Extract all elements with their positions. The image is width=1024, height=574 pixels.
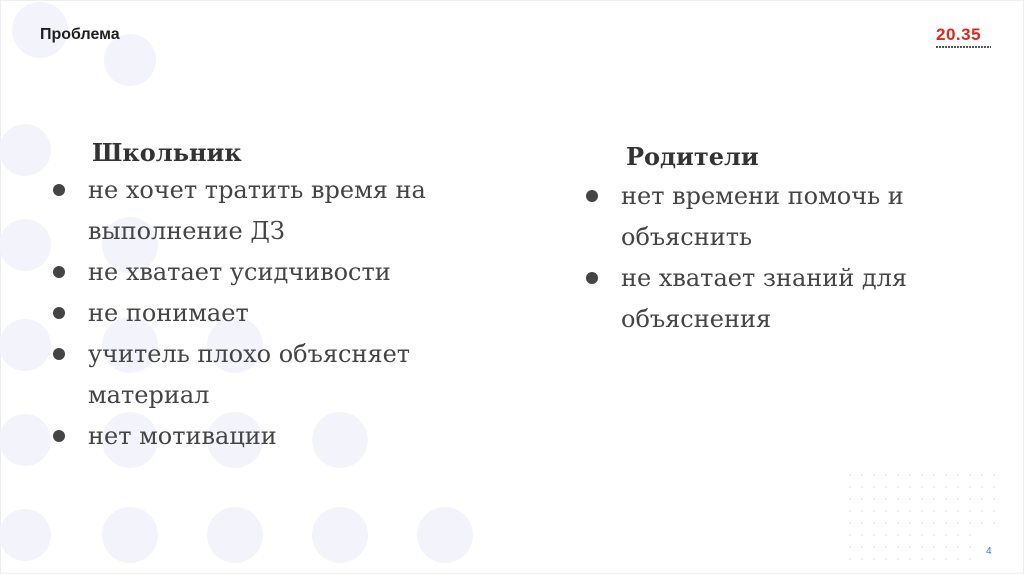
list-item bbox=[52, 170, 492, 252]
list-item bbox=[585, 258, 1005, 340]
parents-column bbox=[585, 140, 1005, 340]
list-item bbox=[52, 252, 492, 293]
list-item-text: не понимает bbox=[88, 299, 249, 327]
slide-title: Проблема bbox=[40, 26, 120, 43]
logo-text: 20.35 bbox=[936, 25, 982, 44]
bullet-icon bbox=[53, 307, 65, 319]
bullet-icon bbox=[53, 266, 65, 278]
bullet-icon bbox=[586, 190, 598, 202]
page-number: 4 bbox=[986, 546, 992, 557]
logo-2035 bbox=[936, 26, 994, 48]
bullet-icon bbox=[586, 272, 598, 284]
student-heading: Школьник bbox=[92, 138, 242, 167]
parents-heading: Родители bbox=[626, 142, 759, 171]
bullet-icon bbox=[53, 430, 65, 442]
list-item-text: нет времени помочь и объяснить bbox=[621, 182, 904, 251]
student-problem-list bbox=[52, 170, 492, 457]
bullet-icon bbox=[53, 184, 65, 196]
student-column bbox=[52, 136, 492, 457]
list-item-text: не хватает знаний для объяснения bbox=[621, 264, 908, 333]
list-item bbox=[52, 334, 492, 416]
list-item-text: учитель плохо объясняет материал bbox=[88, 340, 411, 409]
list-item-text: не хватает усидчивости bbox=[88, 258, 391, 286]
list-item-text: нет мотивации bbox=[88, 422, 277, 450]
list-item bbox=[585, 176, 1005, 258]
bullet-icon bbox=[53, 348, 65, 360]
list-item-text: не хочет тратить время на выполнение ДЗ bbox=[88, 176, 426, 245]
list-item bbox=[52, 416, 492, 457]
list-item bbox=[52, 293, 492, 334]
parents-problem-list bbox=[585, 176, 1005, 340]
logo-subline bbox=[936, 46, 991, 48]
